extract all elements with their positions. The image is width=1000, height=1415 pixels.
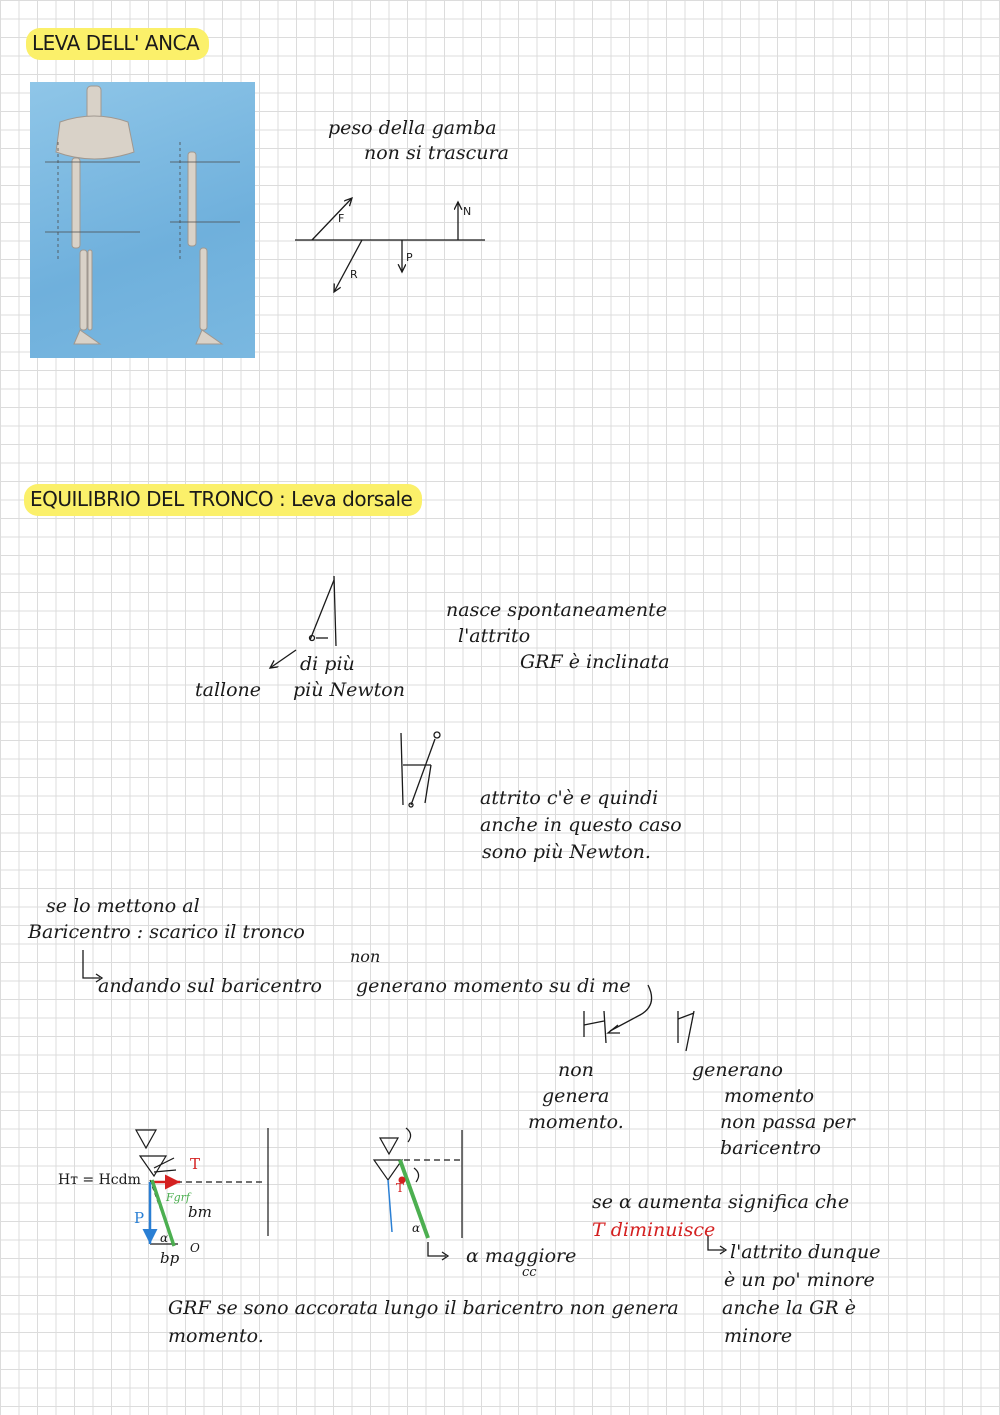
more-label-2: più Newton <box>293 679 405 701</box>
force-r-label: R <box>350 268 358 281</box>
friction-note2-1: attrito c'è e quindi <box>480 787 659 809</box>
friction-line3: anche la GR è <box>722 1297 856 1319</box>
bottom-note-1: GRF se sono accorata lungo il baricentro non genera <box>168 1297 679 1319</box>
more-label-1: di più <box>300 653 355 675</box>
ht-label: Hт = Hcdm <box>58 1172 141 1188</box>
diagram1-fgrf-label: Fgrf <box>166 1191 191 1204</box>
friction-line4: minore <box>724 1325 793 1347</box>
section-title-hip-lever: LEVA DELL' ANCA <box>26 28 209 60</box>
alpha-greater-label: α maggiore <box>466 1245 577 1267</box>
diagram1-bt-label: bт <box>188 1203 212 1221</box>
gen-moment-3: non passa per <box>720 1111 855 1133</box>
barycenter-line1: se lo mettono al <box>46 895 200 917</box>
force-n-label: N <box>463 205 472 218</box>
skeleton-leg-image <box>30 82 255 358</box>
diagram1-alpha-label: α <box>160 1231 169 1245</box>
hip-force-diagram <box>290 190 490 300</box>
no-moment-1: non <box>558 1059 594 1081</box>
no-moment-3: momento. <box>528 1111 624 1133</box>
if-alpha-line1: se α aumenta significa che <box>592 1191 850 1213</box>
hip-note-line2: non si trascura <box>364 142 509 164</box>
barycenter-line3: andando sul baricentro <box>98 975 322 997</box>
friction-note-2: l'attrito <box>458 625 531 647</box>
diagram1-o-label: O <box>190 1241 200 1255</box>
hip-note-line1: peso della gamba <box>328 117 497 139</box>
diagram2-alpha-label: α <box>412 1221 421 1235</box>
friction-line2: è un po' minore <box>724 1269 875 1291</box>
section-title-trunk-balance: EQUILIBRIO DEL TRONCO : Leva dorsale <box>24 484 422 516</box>
diagram1-bp-label: bp <box>160 1249 180 1267</box>
force-p-label: P <box>406 251 413 264</box>
diagram2-t-label: T <box>396 1181 405 1195</box>
skeleton-drawing <box>30 82 255 358</box>
h-symbols <box>570 975 730 1055</box>
heel-label: tallone <box>195 679 262 701</box>
gen-moment-2: momento <box>724 1085 815 1107</box>
force-f-label: F <box>338 212 345 225</box>
force-f-arrow <box>312 198 352 240</box>
barycenter-line3b: generano momento su di me <box>356 975 631 997</box>
gen-moment-4: baricentro <box>720 1137 821 1159</box>
cc-label: cc <box>522 1265 537 1280</box>
barycenter-non: non <box>350 947 381 966</box>
diagram1-t-label: T <box>190 1155 201 1173</box>
no-moment-2: genera <box>542 1085 610 1107</box>
friction-note2-2: anche in questo caso <box>480 814 682 836</box>
friction-note2-3: sono più Newton. <box>482 841 651 863</box>
bottom-note-2: momento. <box>168 1325 264 1347</box>
friction-note-1: nasce spontaneamente <box>446 599 667 621</box>
alpha-arrow <box>424 1240 464 1264</box>
diagram1-p-label: P <box>134 1209 145 1227</box>
barycenter-line2: Baricentro : scarico il tronco <box>28 921 305 943</box>
friction-note-3: GRF è inclinata <box>520 651 670 673</box>
trunk-diagram-1 <box>130 1120 290 1270</box>
gen-moment-1: generano <box>692 1059 783 1081</box>
friction-line1: l'attrito dunque <box>730 1241 881 1263</box>
if-alpha-line2: T diminuisce <box>592 1219 716 1241</box>
force-r-arrow <box>334 240 362 292</box>
foot-sketch <box>395 725 455 815</box>
